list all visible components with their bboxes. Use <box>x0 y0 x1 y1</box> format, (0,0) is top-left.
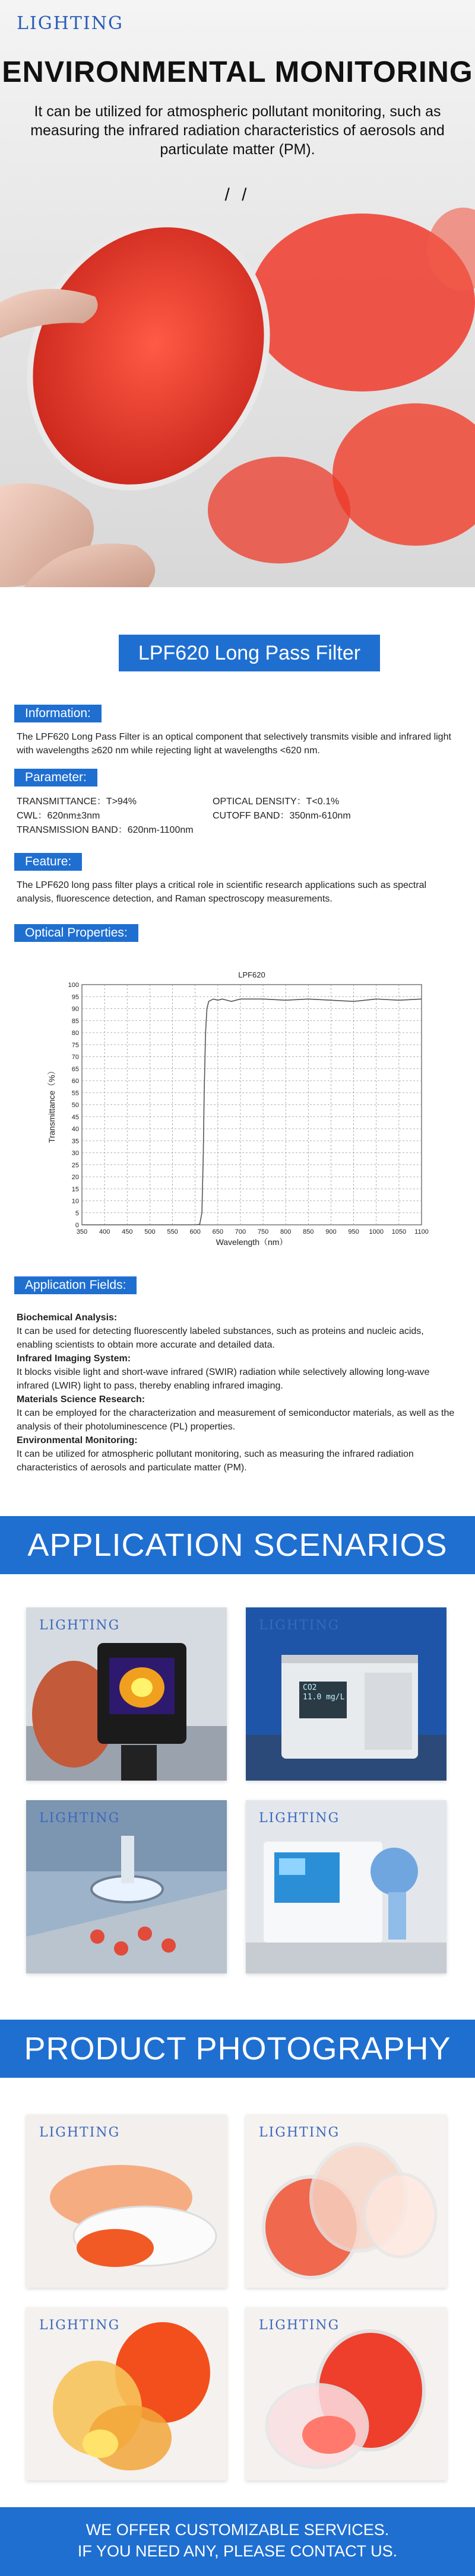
tile-logo: LIGHTING <box>259 2125 340 2140</box>
chart-svg <box>42 961 433 1257</box>
app-item-materials <box>17 1393 458 1434</box>
x-tick-label: 550 <box>167 1228 178 1236</box>
hero-section <box>0 0 475 587</box>
y-axis-label: Transmittance（%） <box>47 1066 56 1143</box>
hero-filter-image <box>0 178 475 587</box>
brand-logo: LIGHTING <box>17 13 124 34</box>
scenario-lab-instrument <box>246 1800 446 1973</box>
app-heading: Materials Science Research: <box>17 1394 145 1405</box>
tile-logo: LIGHTING <box>259 1618 340 1633</box>
x-tick-label: 900 <box>325 1228 337 1236</box>
y-tick-label: 10 <box>71 1198 79 1205</box>
x-tick-label: 1000 <box>369 1228 384 1236</box>
app-item-infrared <box>17 1352 458 1393</box>
hero-divider: / / <box>224 185 251 205</box>
y-tick-label: 75 <box>71 1042 79 1049</box>
contact-footer <box>0 2507 475 2576</box>
y-tick-label: 55 <box>71 1090 79 1097</box>
app-heading: Biochemical Analysis: <box>17 1313 118 1323</box>
photo-filter-3 <box>26 2307 227 2481</box>
x-tick-label: 750 <box>257 1228 269 1236</box>
tile-logo: LIGHTING <box>39 1811 121 1826</box>
filter-photo-4 <box>246 2307 446 2481</box>
x-tick-label: 400 <box>99 1228 110 1236</box>
param-cwl: CWL：620nm±3nm <box>17 811 100 821</box>
information-text: The LPF620 Long Pass Filter is an optical component that selectively transmits visible and infrared light with wavelengths ≥620 nm while rejecting light at wavelengths <620 nm. <box>17 732 451 756</box>
gas-analyzer-image <box>246 1607 446 1781</box>
photo-filter-1 <box>26 2115 227 2288</box>
x-tick-label: 1100 <box>414 1228 429 1236</box>
param-optical-density: OPTICAL DENSITY：T<0.1% <box>213 797 340 807</box>
thermal-camera-image <box>26 1607 227 1781</box>
app-text: It can be used for detecting fluorescently labeled substances, such as proteins and nucleic acids, enabling scientists to obtain more accurate and detailed data. <box>17 1326 424 1350</box>
optical-properties-label: Optical Properties: <box>14 924 138 942</box>
y-tick-label: 5 <box>75 1209 79 1217</box>
y-tick-label: 70 <box>71 1053 79 1061</box>
app-heading: Infrared Imaging System: <box>17 1354 131 1364</box>
y-tick-label: 45 <box>71 1113 79 1121</box>
x-tick-label: 350 <box>76 1228 88 1236</box>
hero-subtitle: It can be utilized for atmospheric pollutant monitoring, such as measuring the infrared radiation characteristics of aerosols and particulate matter (PM). <box>30 103 445 158</box>
application-scenarios-banner: APPLICATION SCENARIOS <box>0 1516 475 1574</box>
footer-line-1: WE OFFER CUSTOMIZABLE SERVICES. <box>86 2521 390 2539</box>
app-text: It blocks visible light and short-wave infrared (SWIR) radiation while selectively allowing long-wave infrared (LWIR) light to pass, thereby enabling infrared imaging. <box>17 1367 430 1391</box>
x-tick-label: 950 <box>348 1228 359 1236</box>
device-reading-value: 11.0 mg/L <box>303 1693 345 1702</box>
app-text: It can be utilized for atmospheric pollutant monitoring, such as measuring the infrared radiation characteristics of aerosols and particulate matter (PM). <box>17 1449 414 1473</box>
feature-label: Feature: <box>14 853 82 871</box>
device-reading-label: CO2 <box>303 1683 317 1692</box>
scenario-gas-analyzer <box>246 1607 446 1781</box>
chart-title: LPF620 <box>238 970 265 979</box>
tile-logo: LIGHTING <box>39 2125 121 2140</box>
y-tick-label: 85 <box>71 1017 79 1025</box>
y-tick-label: 35 <box>71 1138 79 1145</box>
y-tick-label: 90 <box>71 1005 79 1013</box>
app-text: It can be employed for the characterization and measurement of semiconductor materials, as well as the analysis of their photoluminescence (PL) properties. <box>17 1408 455 1432</box>
machine-vision-image <box>26 1800 227 1973</box>
transmittance-chart <box>42 961 433 1257</box>
y-tick-label: 95 <box>71 994 79 1001</box>
param-transmittance: TRANSMITTANCE：T>94% <box>17 797 137 807</box>
footer-line-2: IF YOU NEED ANY, PLEASE CONTACT US. <box>77 2542 398 2560</box>
x-tick-label: 650 <box>212 1228 223 1236</box>
photo-filter-2 <box>246 2115 446 2288</box>
y-tick-label: 30 <box>71 1150 79 1157</box>
tile-logo: LIGHTING <box>259 1811 340 1826</box>
x-tick-label: 600 <box>189 1228 201 1236</box>
photo-filter-4 <box>246 2307 446 2481</box>
parameter-label: Parameter: <box>14 769 97 787</box>
param-transmission-band: TRANSMISSION BAND：620nm-1100nm <box>17 825 194 835</box>
application-fields-list <box>17 1311 458 1475</box>
tile-logo: LIGHTING <box>39 1618 121 1633</box>
param-cutoff-band: CUTOFF BAND：350nm-610nm <box>213 811 351 821</box>
y-tick-label: 80 <box>71 1030 79 1037</box>
y-tick-label: 0 <box>75 1222 79 1229</box>
x-tick-label: 500 <box>144 1228 156 1236</box>
filter-photo-2 <box>246 2115 446 2288</box>
y-tick-label: 50 <box>71 1101 79 1109</box>
y-tick-label: 100 <box>68 982 79 989</box>
app-item-environmental <box>17 1434 458 1475</box>
hero-title: ENVIRONMENTAL MONITORING <box>2 55 473 88</box>
tile-logo: LIGHTING <box>259 2318 340 2333</box>
x-tick-label: 700 <box>235 1228 246 1236</box>
x-tick-label: 800 <box>280 1228 292 1236</box>
filter-photo-1 <box>26 2115 227 2288</box>
filter-photo-3 <box>26 2307 227 2481</box>
y-tick-label: 65 <box>71 1065 79 1073</box>
tile-logo: LIGHTING <box>39 2318 121 2333</box>
app-item-biochemical <box>17 1311 458 1352</box>
feature-text: The LPF620 long pass filter plays a critical role in scientific research applications such as spectral analysis, fluorescence detection, and Raman spectroscopy measurements. <box>17 880 427 904</box>
y-tick-label: 25 <box>71 1161 79 1169</box>
app-heading: Environmental Monitoring: <box>17 1435 138 1445</box>
application-fields-label: Application Fields: <box>14 1276 137 1294</box>
scenario-machine-vision <box>26 1800 227 1973</box>
x-axis-label: Wavelength（nm） <box>216 1237 288 1247</box>
scenario-thermal-camera <box>26 1607 227 1781</box>
y-tick-label: 60 <box>71 1078 79 1085</box>
x-tick-label: 850 <box>303 1228 314 1236</box>
y-tick-label: 15 <box>71 1186 79 1193</box>
x-tick-label: 450 <box>122 1228 133 1236</box>
information-label: Information: <box>14 705 102 722</box>
product-title: LPF620 Long Pass Filter <box>119 635 380 671</box>
lab-instrument-image <box>246 1800 446 1973</box>
product-photography-banner: PRODUCT PHOTOGRAPHY <box>0 2020 475 2078</box>
x-tick-label: 1050 <box>391 1228 407 1236</box>
y-tick-label: 20 <box>71 1174 79 1181</box>
y-tick-label: 40 <box>71 1126 79 1133</box>
device-reading <box>303 1683 344 1702</box>
